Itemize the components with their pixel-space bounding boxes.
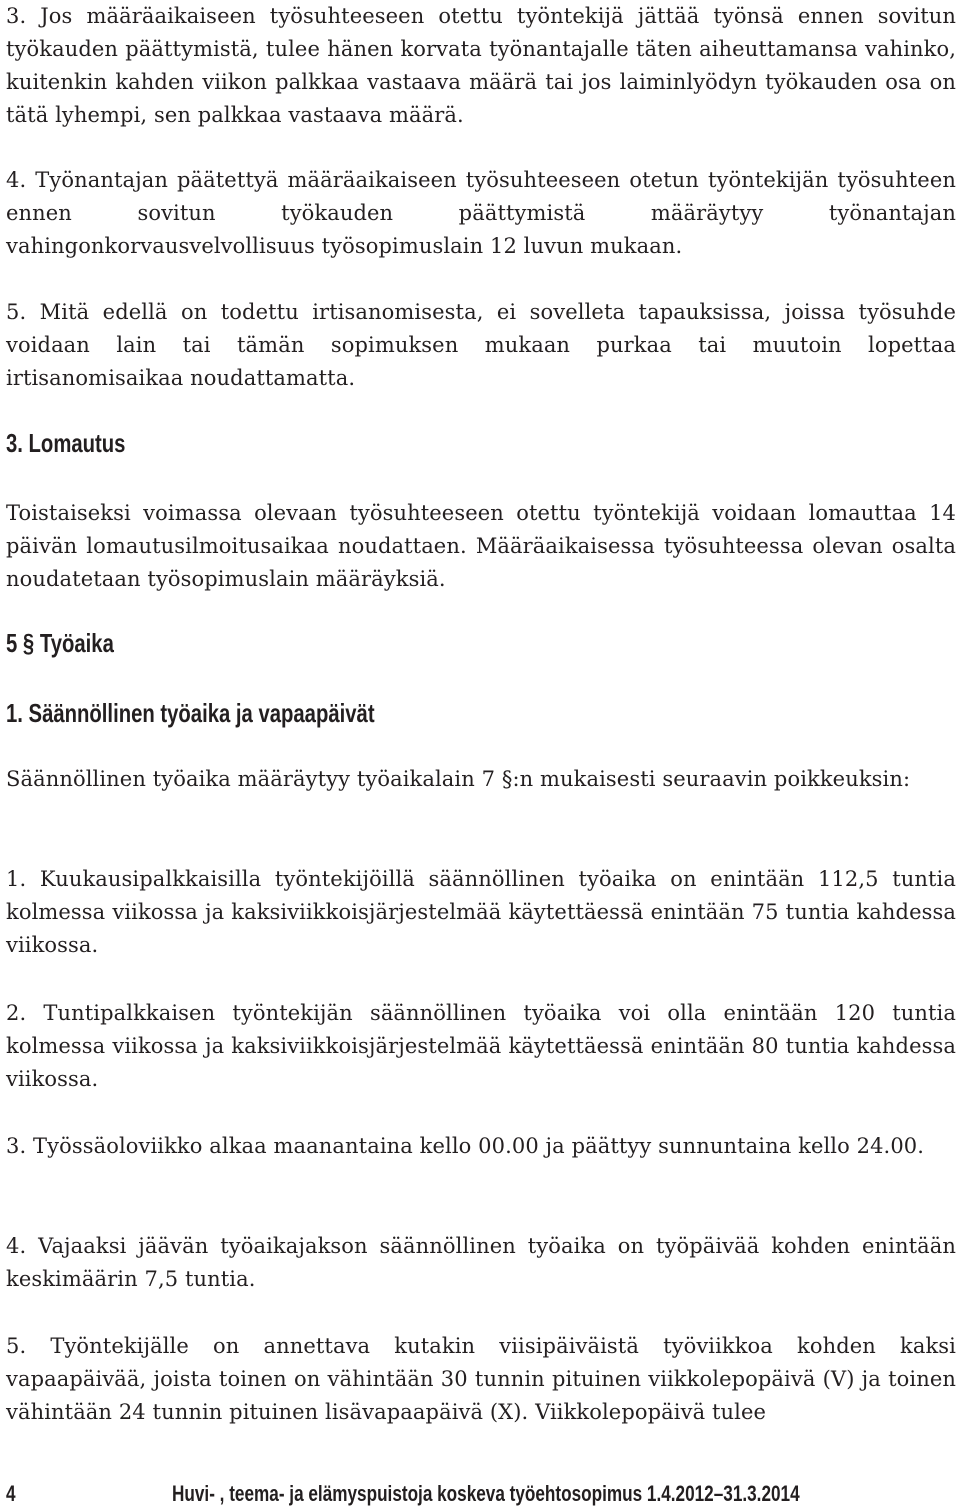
paragraph-notice-exceptions: 5. Mitä edellä on todettu irtisanomisesta, ei sovelleta tapauksissa, joissa työsuhde voidaan lain tai tämän sopimuksen mukaan purkaa tai muutoin lopettaa irtisanomisaikaa noudattamatta. bbox=[6, 300, 956, 390]
subsection-heading-saannollinen-tyoaika: 1. Säännöllinen työaika ja vapaapäivät bbox=[6, 698, 375, 728]
list-item-monthly-paid: 1. Kuukausipalkkaisilla työntekijöillä säännöllinen työaika on enintään 112,5 tuntia kolmessa viikossa ja kaksiviikkoisjärjestelmää käytettäessä enintään 75 tuntia kahdessa viikossa. bbox=[6, 867, 956, 957]
paragraph-lomautus: Toistaiseksi voimassa olevaan työsuhteeseen otettu työntekijä voidaan lomauttaa 14 päivän lomautusilmoitusaikaa noudattaen. Määräaikaisessa työsuhteessa olevan osalta noudatetaan työsopimuslain määräyksiä. bbox=[6, 501, 956, 591]
page-number: 4 bbox=[6, 1481, 16, 1506]
list-item-partial-period: 4. Vajaaksi jäävän työaikajakson säännöllinen työaika on työpäivää kohden enintään keskimäärin 7,5 tuntia. bbox=[6, 1234, 956, 1291]
paragraph-fixed-term-early-leave: 3. Jos määräaikaiseen työsuhteeseen otettu työntekijä jättää työnsä ennen sovitun työkauden päättymistä, tulee hänen korvata työnantajalle täten aiheuttamansa vahinko, kuitenkin kahden viikon palkkaa vastaava määrä tai jos laiminlyödyn työkauden osa on tätä lyhempi, sen palkkaa vastaava määrä. bbox=[6, 4, 956, 127]
list-item-days-off: 5. Työntekijälle on annettava kutakin viisipäiväistä työviikkoa kohden kaksi vapaapäivää, joista toinen on vähintään 30 tunnin pituinen viikkolepopäivä (V) ja toinen vähintään 24 tunnin pituinen lisävapaapäivä (X). Viikkolepopäivä tulee bbox=[6, 1334, 956, 1424]
paragraph-working-time-intro: Säännöllinen työaika määräytyy työaikalain 7 §:n mukaisesti seuraavin poikkeuksin: bbox=[6, 767, 911, 791]
list-item-hourly-paid: 2. Tuntipalkkaisen työntekijän säännöllinen työaika voi olla enintään 120 tuntia kolmessa viikossa ja kaksiviikkoisjärjestelmää käytettäessä enintään 80 tuntia kahdessa viikossa. bbox=[6, 1001, 956, 1091]
section-heading-lomautus: 3. Lomautus bbox=[6, 428, 126, 458]
section-heading-tyoaika: 5 § Työaika bbox=[6, 628, 114, 658]
paragraph-employer-termination-damages: 4. Työnantajan päätettyä määräaikaiseen työsuhteeseen otetun työntekijän työsuhteen ennen sovitun työkauden päättymistä määräytyy työnantajan vahingonkorvausvelvollisuus työsopimuslain 12 luvun mukaan. bbox=[6, 168, 956, 258]
footer-document-title: Huvi- , teema- ja elämyspuistoja koskeva työehtosopimus 1.4.2012–31.3.2014 bbox=[172, 1481, 800, 1506]
list-item-work-week: 3. Työssäoloviikko alkaa maanantaina kello 00.00 ja päättyy sunnuntaina kello 24.00. bbox=[6, 1134, 925, 1158]
